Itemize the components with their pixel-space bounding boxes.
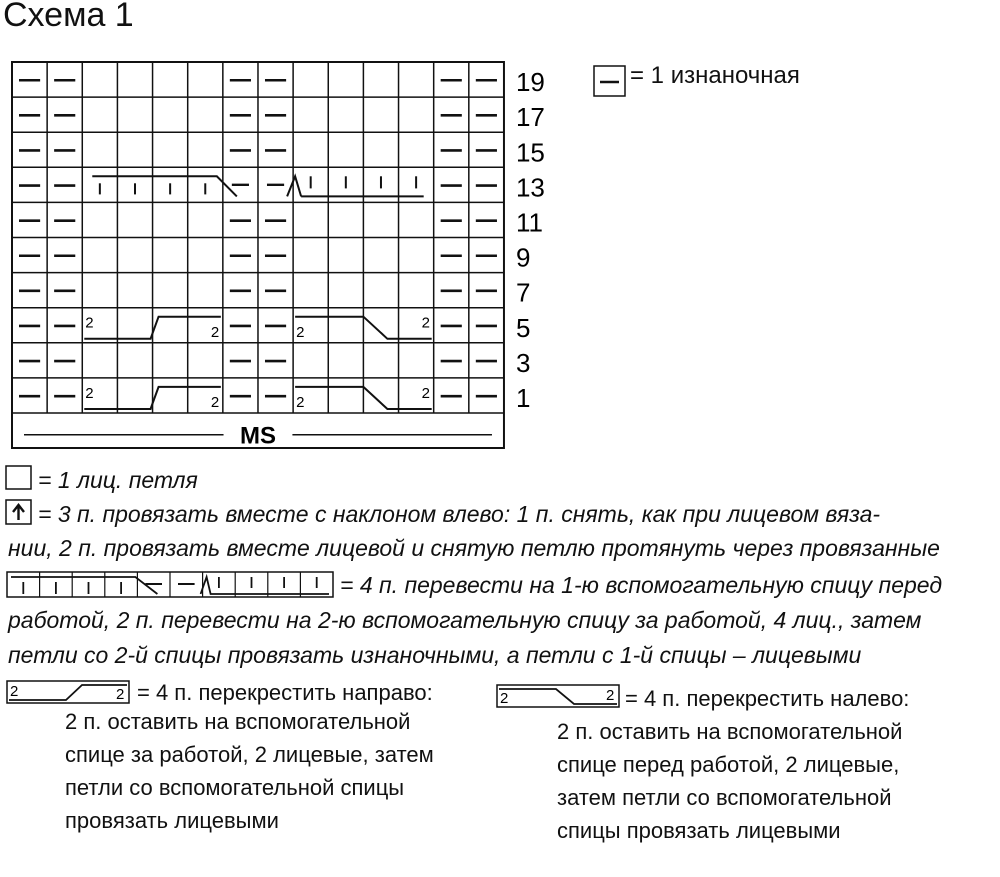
row-label: 17 bbox=[515, 102, 545, 133]
cable-line bbox=[92, 176, 237, 196]
legend-line: провязать лицевыми bbox=[65, 808, 279, 833]
row-label: 5 bbox=[515, 312, 531, 343]
legend-knit-icon bbox=[6, 466, 31, 489]
cable-caret bbox=[287, 176, 301, 196]
legend-cross-right-title: = 4 п. перекрестить направо: bbox=[137, 680, 433, 705]
legend-line: спице за работой, 2 лицевые, затем bbox=[65, 742, 434, 767]
legend-cross-right-desc bbox=[65, 705, 434, 837]
page-title: Схема 1 bbox=[3, 0, 134, 34]
legend-cable-number: 2 bbox=[500, 690, 509, 707]
legend-line: 2 п. оставить на вспомогательной bbox=[65, 709, 411, 734]
legend-cross-left-title: = 4 п. перекрестить налево: bbox=[625, 686, 910, 711]
cable-number: 2 bbox=[296, 323, 305, 341]
legend-line: спице перед работой, 2 лицевые, bbox=[557, 752, 900, 777]
row-label: 3 bbox=[515, 347, 531, 378]
row-label: 7 bbox=[515, 277, 531, 308]
cable-number: 2 bbox=[421, 384, 431, 402]
row-label: 11 bbox=[515, 207, 543, 238]
row-label: 15 bbox=[515, 137, 545, 168]
legend-purl-text: = 1 изнаночная bbox=[630, 62, 800, 89]
row-label: 19 bbox=[515, 67, 545, 98]
legend-cable10-line bbox=[201, 577, 329, 594]
legend-cross-left-line bbox=[499, 689, 617, 704]
legend-cable-number: 2 bbox=[116, 686, 125, 703]
legend-sk2p-arrow bbox=[13, 505, 24, 520]
legend-cable10-line3: петли со 2-й спицы провязать изнаночными, а петли с 1-й спицы – лицевыми bbox=[8, 642, 862, 668]
cable-number: 2 bbox=[296, 394, 305, 411]
chart-labels bbox=[24, 67, 545, 450]
legend-knit-text: = 1 лиц. петля bbox=[38, 467, 198, 493]
cable-number: 2 bbox=[210, 394, 220, 411]
legend-line: петли со вспомогательной спицы bbox=[65, 775, 405, 800]
legend-sk2p-line2: нии, 2 п. провязать вместе лицевой и снятую петлю протянуть через провязанные bbox=[8, 535, 940, 561]
ms-label: MS bbox=[239, 422, 276, 450]
cable-number: 2 bbox=[85, 314, 94, 332]
cable-number: 2 bbox=[85, 384, 94, 402]
cable-number: 2 bbox=[210, 323, 220, 341]
legend-cross-right-line bbox=[9, 685, 127, 700]
row-label: 1 bbox=[515, 383, 531, 413]
legend-cable10-line1: = 4 п. перевести на 1-ю вспомогательную спицу перед bbox=[340, 572, 943, 598]
legend-line: спицы провязать лицевыми bbox=[557, 818, 841, 843]
legend-line: 2 п. оставить на вспомогательной bbox=[557, 719, 903, 744]
row-label: 13 bbox=[515, 172, 545, 203]
legend-cross-left-desc bbox=[557, 715, 902, 847]
legend-cable10-line bbox=[11, 577, 157, 594]
legend-cable-number: 2 bbox=[10, 683, 19, 700]
legend-cable10-line2: работой, 2 п. перевести на 2-ю вспомогательную спицу за работой, 4 лиц., затем bbox=[8, 607, 922, 633]
legend-sk2p-line1: = 3 п. провязать вместе с наклоном влево: 1 п. снять, как при лицевом вяза- bbox=[38, 501, 881, 527]
cable-number: 2 bbox=[421, 314, 431, 332]
legend-line: затем петли со вспомогательной bbox=[557, 785, 892, 810]
legend-cable-number: 2 bbox=[606, 687, 615, 704]
row-label: 9 bbox=[515, 242, 531, 273]
